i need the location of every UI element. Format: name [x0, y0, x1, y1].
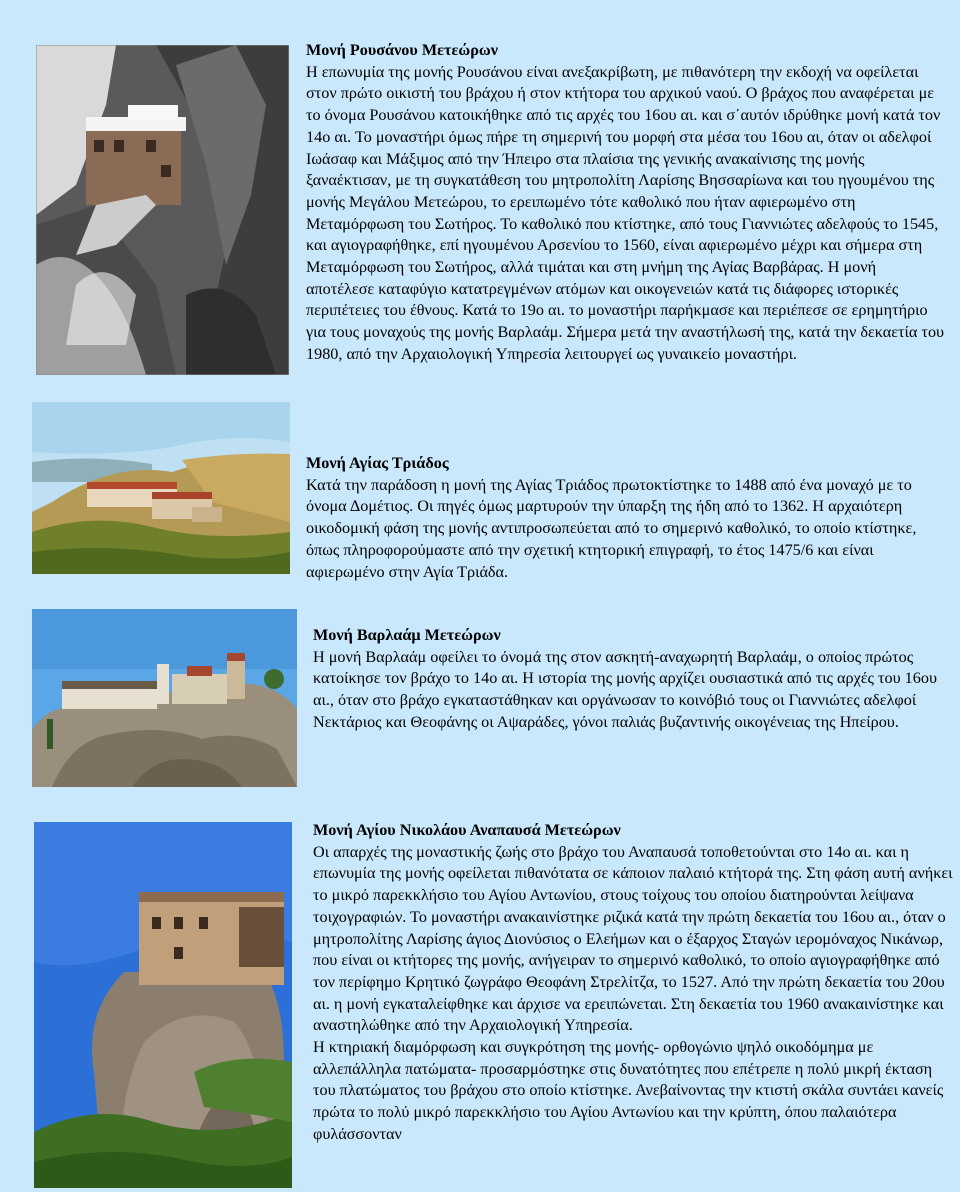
section-title: Μονή Βαρλαάμ Μετεώρων	[313, 626, 501, 644]
section-body: Κατά την παράδοση η μονή της Αγίας Τριάδος πρωτοκτίστηκε το 1488 από ένα μοναχό με το όνομα Δομέτιος. Οι πηγές όμως μαρτυρούν την ύπαρξη της ήδη από το 1362. Η αρχαιότερη οικοδομική φάση της μονής αντιπροσωπεύεται από το σημερινό καθολικό, το οποίο κτίστηκε, όπως πληροφορούμαστε από την σχετική κτητορική επιγραφή, το έτος 1475/6 και είναι αφιερωμένο στην Αγία Τριάδα.	[306, 475, 917, 581]
section-rousanou	[306, 40, 946, 366]
agia-triada-monastery-photo	[32, 402, 290, 574]
section-title: Μονή Αγίας Τριάδος	[306, 454, 449, 472]
section-agia-triada	[306, 453, 946, 583]
section-body: Οι απαρχές της μοναστικής ζωής στο βράχο του Αναπαυσά τοποθετούνται στο 14ο αι. και η επωνυμία της μονής οφείλεται πιθανότατα σε κάποιον παλαιό κτήτορά της. Στη φάση αυτή ανήκει το μικρό παρεκκλήσιο του Αγίου Αντωνίου, στους τοίχους του οποίου διατηρούνται λείψανα τοιχογραφιών. Το μοναστήρι ανακαινίστηκε ριζικά κατά την πρώτη δεκαετία του 16ου αι., όταν ο μητροπολίτης Λαρίσης άγιος Διονύσιος ο Ελεήμων και ο έξαρχος Σταγών ιερομόναχος Νικάνωρ, που είναι οι κτήτορες της μονής, ανήγειραν το σημερινό καθολικό, το οποίο αγιογραφήθηκε από τον περίφημο Κρητικό ζωγράφο Θεοφάνη Στρελίτζα, το 1527. Από την πρώτη δεκαετία του 20ου αι. η μονή εγκαταλείφθηκε και άρχισε να ερειπώνεται. Στη δεκαετία του 1960 ανακαινίστηκε και αναστηλώθηκε από την Αρχαιολογική Υπηρεσία.	[313, 842, 953, 1035]
section-body: Η επωνυμία της μονής Ρουσάνου είναι ανεξακρίβωτη, με πιθανότερη την εκδοχή να οφείλεται στον πρώτο οικιστή του βράχου ή στον κτήτορα του αρχικού ναού. Ο βράχος που αναφέρεται με το όνομα Ρουσάνου κατοικήθηκε από τις αρχές του 16ου αι. και σ΄αυτόν ιδρύθηκε μονή κατά τον 14ο αι. Το μοναστήρι όμως πήρε τη σημερινή του μορφή στα μέσα του 16ου αι, όταν οι αδελφοί Ιωάσαφ και Μάξιμος από την Ήπειρο στα πλαίσια της γενικής ανακαίνισης της μονής ξαναέκτισαν, με τη συγκατάθεση του μητροπολίτη Λαρίσης Βησσαρίωνα και του ηγουμένου της μονής Μεγάλου Μετεώρου, το ερειπωμένο τότε καθολικό που ήταν αφιερωμένο στη Μεταμόρφωση του Σωτήρος. Το καθολικό που κτίστηκε, από τους Γιαννιώτες αδελφούς το 1545, και αγιογραφήθηκε, επί ηγουμένου Αρσενίου το 1560, είναι αφιερωμένο μέχρι και σήμερα στη Μεταμόρφωση του Σωτήρος, αλλά τιμάται και στη μνήμη της Αγίας Βαρβάρας. Η μονή αποτέλεσε καταφύγιο κατατρεγμένων ατόμων και οικογενειών κατά τις διάφορες ιστορικές περιπέτειες του έθνους. Κατά το 19ο αι. το μοναστήρι παρήκμασε και περιέπεσε σε ερημητήριο για τους μοναχούς της μονής Βαρλαάμ. Σήμερα μετά την αναστήλωσή της, κατά την δεκαετία του 1980, από την Αρχαιολογική Υπηρεσία λειτουργεί ως γυναικείο μοναστήρι.	[306, 62, 945, 363]
section-title: Μονή Ρουσάνου Μετεώρων	[306, 41, 498, 59]
varlaam-monastery-photo	[32, 609, 297, 787]
rousanou-monastery-photo	[36, 45, 289, 375]
section-title: Μονή Αγίου Νικολάου Αναπαυσά Μετεώρων	[313, 821, 621, 839]
section-body-continued: Η κτηριακή διαμόρφωση και συγκρότηση της μονής- ορθογώνιο ψηλό οικοδόμημα με αλλεπάλληλα πατώματα- προσαρμόστηκε στις δυνατότητες που επέτρεπε η πολύ μικρή έκταση του πλατώματος του βράχου στο οποίο κτίστηκε. Ανεβαίνοντας την κτιστή σκάλα συντάει κανείς πρώτα το πολύ μικρό παρεκκλήσιο του Αγίου Αντωνίου και την κρύπτη, όπου παλαιότερα φυλάσσονταν	[313, 1038, 944, 1143]
agios-nikolaos-monastery-photo	[34, 822, 292, 1188]
section-body: Η μονή Βαρλαάμ οφείλει το όνομά της στον ασκητή-αναχωρητή Βαρλαάμ, ο οποίος πρώτος κατοίκησε τον βράχο το 14ο αι. Η ιστορία της μονής αρχίζει ουσιαστικά από τις αρχές του 16ου αι., όταν στο βράχο εγκαταστάθηκαν και οργάνωσαν το κοινόβιό τους οι Γιαννιώτες αδελφοί Νεκτάριος και Θεοφάνης οι Αψαράδες, γόνοι παλιάς βυζαντινής οικογένειας της Ηπείρου.	[313, 647, 937, 731]
section-varlaam	[313, 625, 943, 734]
section-agios-nikolaos	[313, 820, 953, 1146]
